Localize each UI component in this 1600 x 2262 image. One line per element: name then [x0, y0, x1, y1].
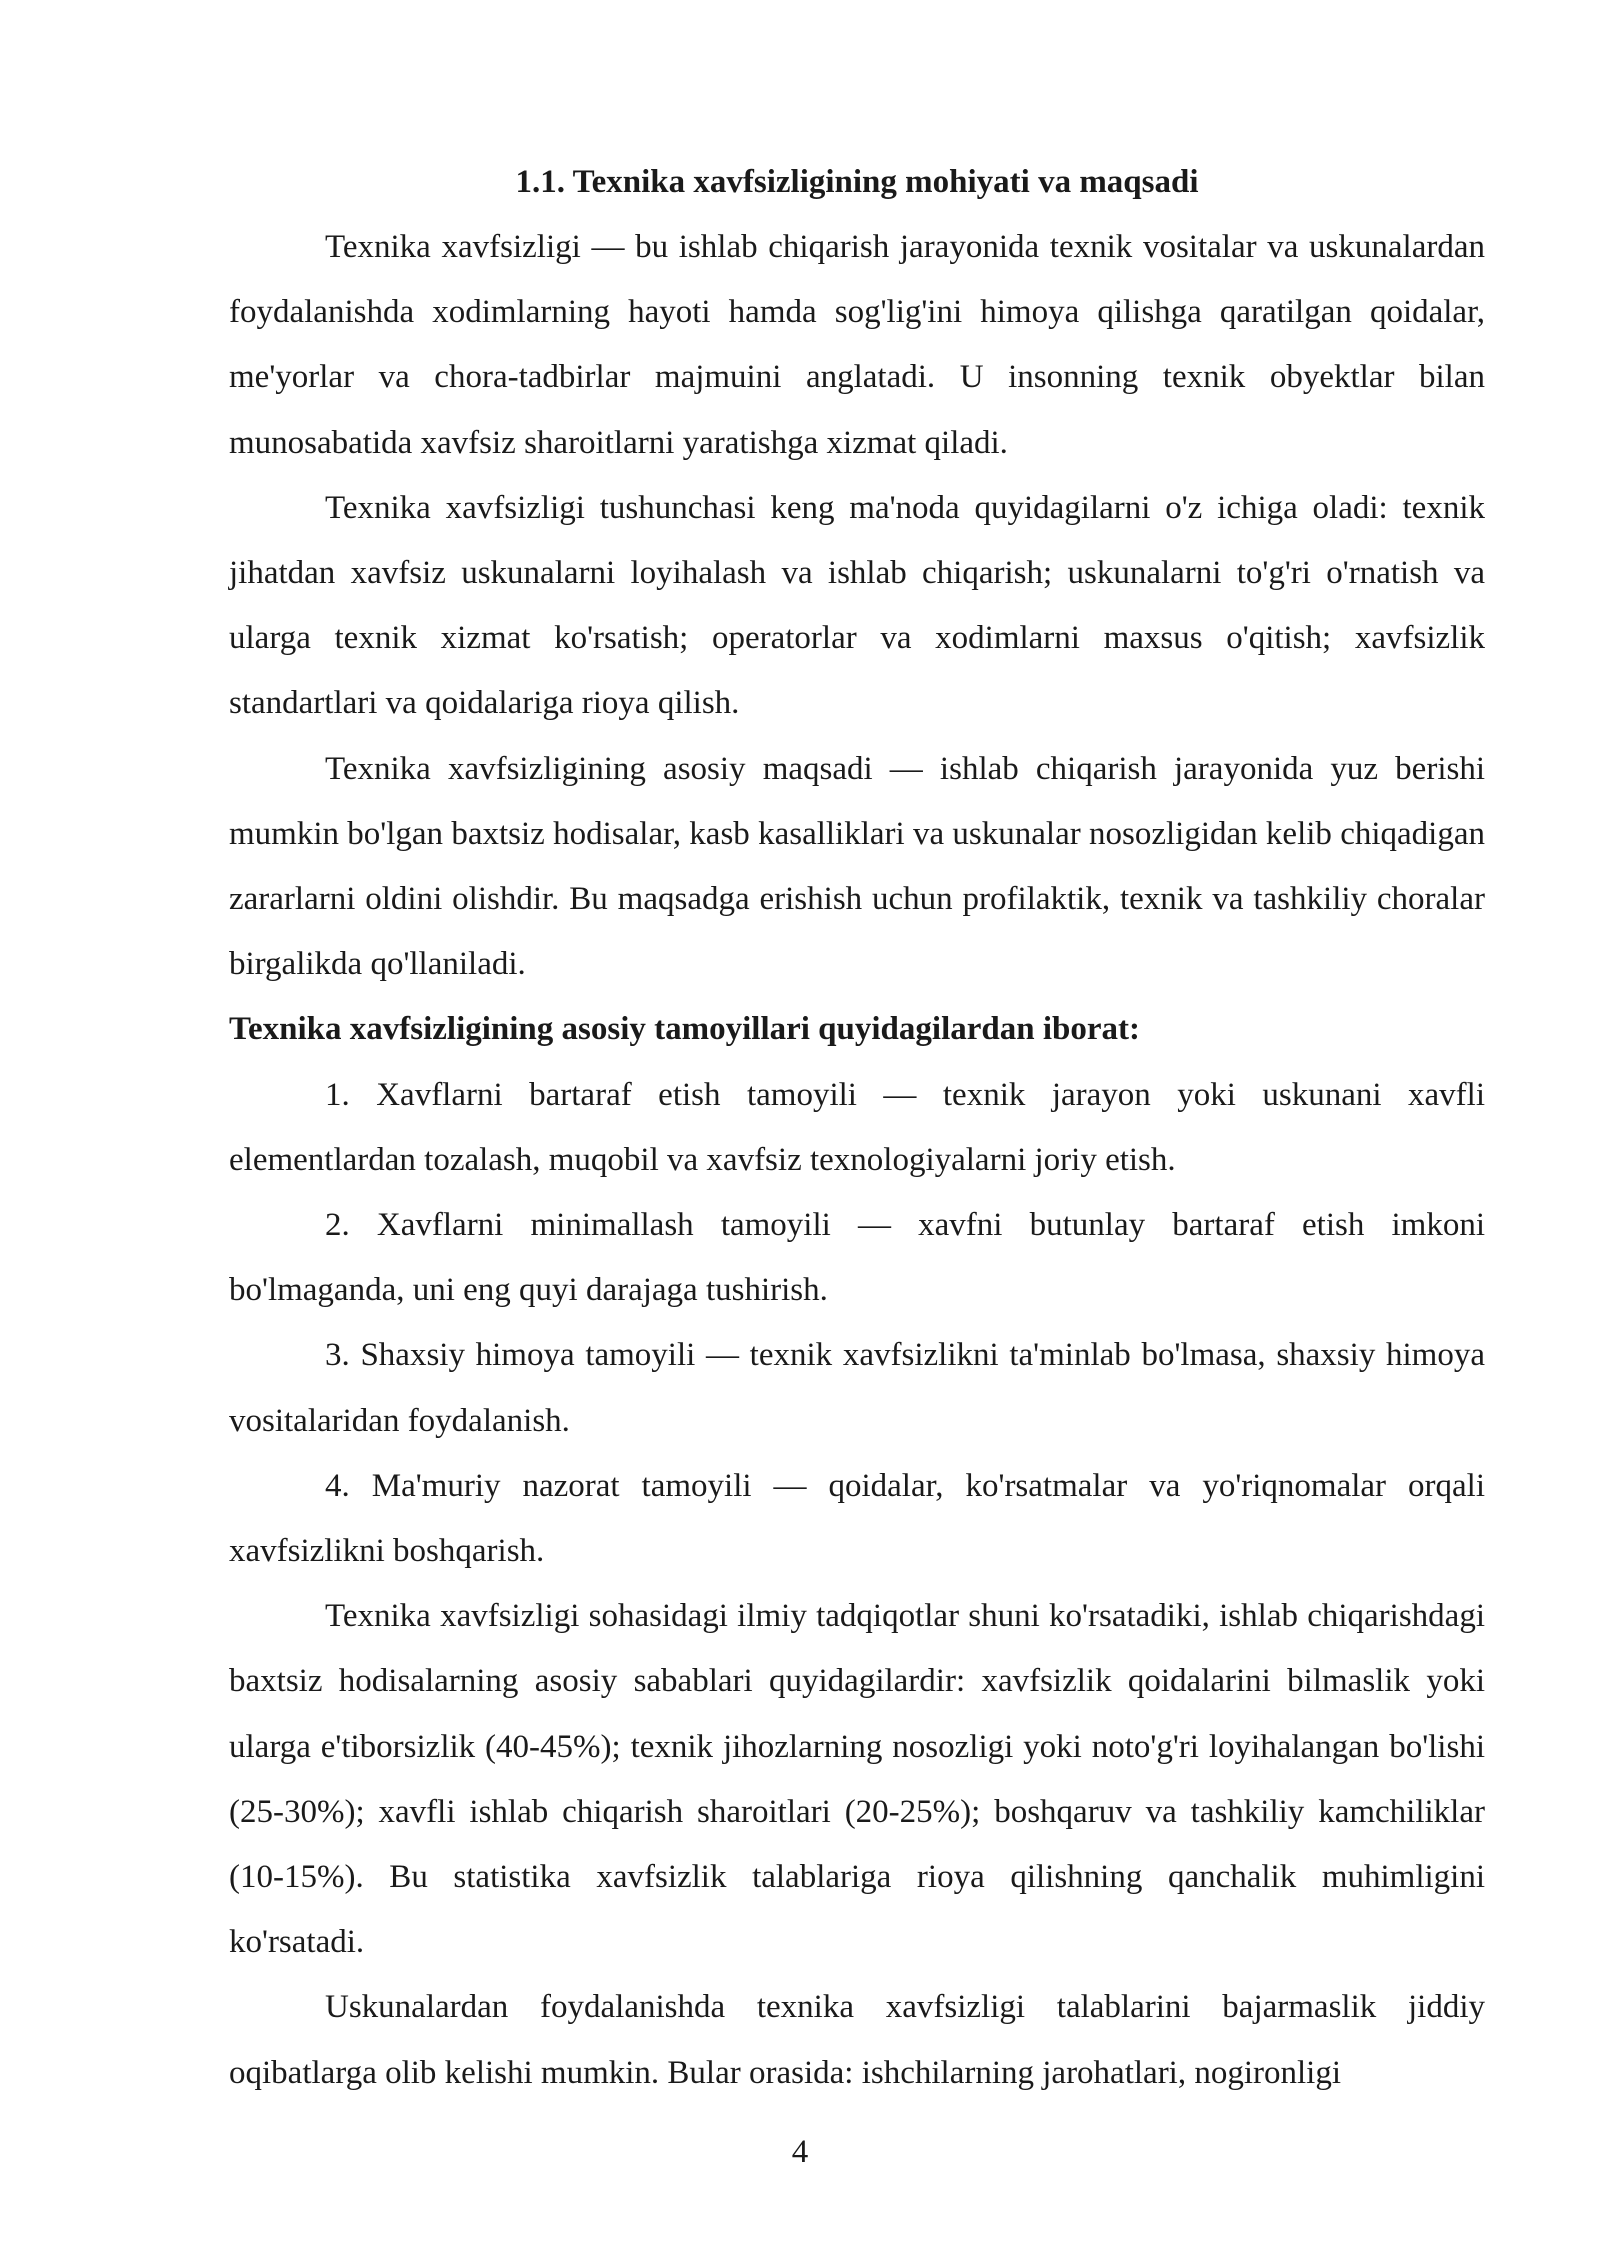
document-page	[229, 150, 1485, 2106]
principle-item-4: 4. Ma'muriy nazorat tamoyili — qoidalar, ko'rsatmalar va yo'riqnomalar orqali xavfsizlikni boshqarish.	[229, 1467, 1485, 1570]
paragraph-definition: Texnika xavfsizligi — bu ishlab chiqarish jarayonida texnik vositalar va uskunalardan foydalanishda xodimlarning hayoti hamda sog'lig'ini himoya qilishga qaratilgan qoidalar, me'yorlar va chora-tadbirlar majmuini anglatadi. U insonning texnik obyektlar bilan munosabatida xavfsiz sharoitlarni yaratishga xizmat qiladi.	[229, 229, 1485, 461]
paragraph-statistics: Texnika xavfsizligi sohasidagi ilmiy tadqiqotlar shuni ko'rsatadiki, ishlab chiqarishdagi baxtsiz hodisalarning asosiy sabablari quyidagilardir: xavfsizlik qoidalarini bilmaslik yoki ularga e'tiborsizlik (40-45%); texnik jihozlarning nosozligi yoki noto'g'ri loyihalangan bo'lishi (25-30%); xavfli ishlab chiqarish sharoitlari (20-25%); boshqaruv va tashkiliy kamchiliklar (10-15%). Bu statistika xavfsizlik talablariga rioya qilishning qanchalik muhimligini ko'rsatadi.	[229, 1598, 1485, 1961]
paragraph-scope: Texnika xavfsizligi tushunchasi keng ma'noda quyidagilarni o'z ichiga oladi: texnik jihatdan xavfsiz uskunalarni loyihalash va ishlab chiqarish; uskunalarni to'g'ri o'rnatish va ularga texnik xizmat ko'rsatish; operatorlar va xodimlarni maxsus o'qitish; xavfsizlik standartlari va qoidalariga rioya qilish.	[229, 489, 1485, 722]
principle-item-3: 3. Shaxsiy himoya tamoyili — texnik xavfsizlikni ta'minlab bo'lmasa, shaxsiy himoya vositalaridan foydalanish.	[229, 1337, 1485, 1439]
page-number: 4	[791, 2134, 809, 2170]
principles-heading: Texnika xavfsizligining asosiy tamoyillari quyidagilardan iborat:	[229, 1011, 1140, 1048]
principle-item-2: 2. Xavflarni minimallash tamoyili — xavfni butunlay bartaraf etish imkoni bo'lmaganda, uni eng quyi darajaga tushirish.	[229, 1207, 1485, 1309]
paragraph-purpose: Texnika xavfsizligining asosiy maqsadi — ishlab chiqarish jarayonida yuz berishi mumkin bo'lgan baxtsiz hodisalar, kasb kasalliklari va uskunalar nosozligidan kelib chiqadigan zararlarni oldini olishdir. Bu maqsadga erishish uchun profilaktik, texnik va tashkiliy choralar birgalikda qo'llaniladi.	[229, 750, 1485, 983]
principle-item-1: 1. Xavflarni bartaraf etish tamoyili — texnik jarayon yoki uskunani xavfli elementlardan tozalash, muqobil va xavfsiz texnologiyalarni joriy etish.	[229, 1076, 1485, 1178]
paragraph-consequences: Uskunalardan foydalanishda texnika xavfsizligi talablarini bajarmaslik jiddiy oqibatlarga olib kelishi mumkin. Bular orasida: ishchilarning jarohatlari, nogironligi	[229, 1989, 1485, 2091]
section-heading: 1.1. Texnika xavfsizligining mohiyati va maqsadi	[515, 164, 1199, 200]
